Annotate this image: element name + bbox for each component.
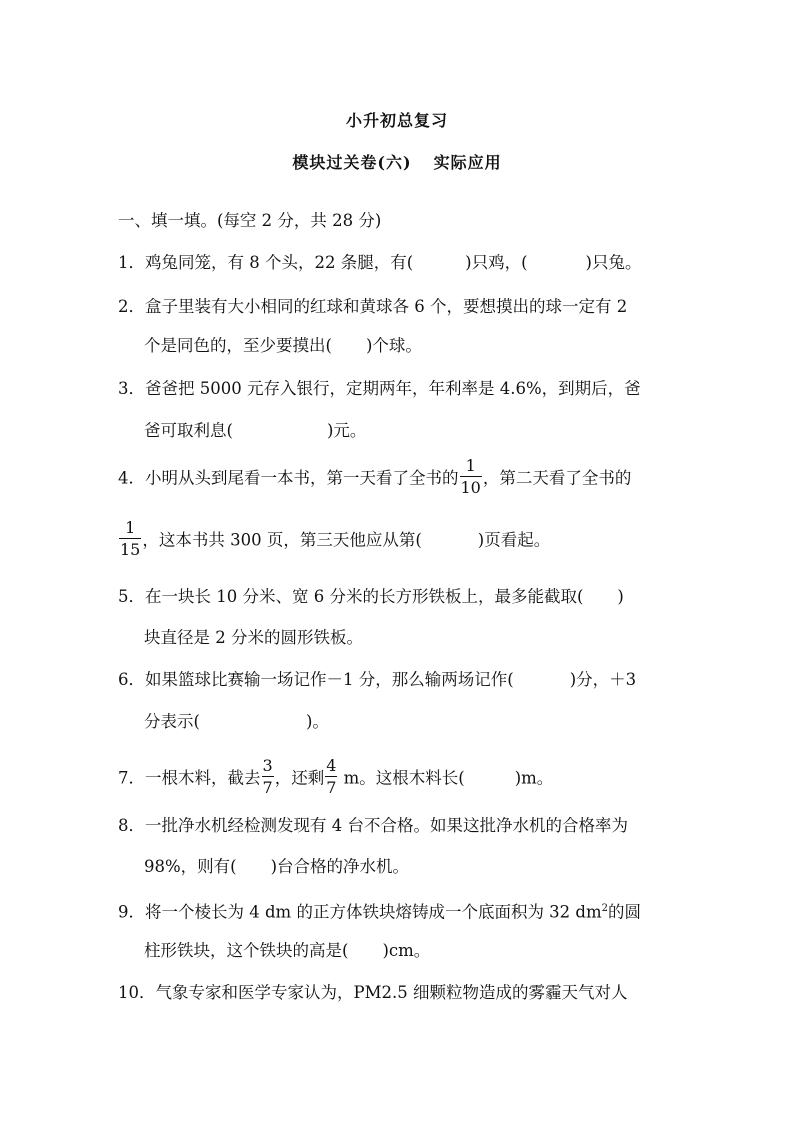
question-9-cont: 柱形铁块，这个铁块的高是( )cm。 [144,941,431,960]
fraction: $\frac{3}{7}$ [262,756,273,797]
question-4: 4．小明从头到尾看一本书，第一天看了全书的 $\frac{1}{10}$ ，第二天看了全书的 [118,456,632,497]
question-3-cont: 爸可取利息( )元。 [144,421,367,440]
subtitle-module: 模块过关卷(六) [292,153,412,172]
question-2: 2．盒子里装有大小相同的红球和黄球各 6 个，要想摸出的球一定有 2 [118,297,628,316]
fraction: $\frac{1}{15}$ [120,518,141,559]
question-7: 7．一根木料，截去 $\frac{3}{7}$ ，还剩 $\frac{4}{7}$ m。这根木料长( )m。 [118,756,554,797]
fraction: $\frac{1}{10}$ [460,456,481,497]
question-1: 1．鸡兔同笼，有 8 个头，22 条腿，有( )只鸡，( )只兔。 [118,253,642,272]
question-4-cont: $\frac{1}{15}$ ，这本书共 300 页，第三天他应从第( )页看起。 [120,518,551,559]
question-8: 8．一批净水机经检测发现有 4 台不合格。如果这批净水机的合格率为 [118,816,628,835]
question-5: 5．在一块长 10 分米、宽 6 分米的长方形铁板上，最多能截取( ) [118,587,624,606]
page-subtitle [0,150,794,173]
question-5-cont: 块直径是 2 分米的圆形铁板。 [144,628,363,647]
question-6-cont: 分表示( )。 [144,712,329,731]
section-heading: 一、填一填。(每空 2 分，共 28 分) [118,211,382,230]
question-10: 10．气象专家和医学专家认为，PM2.5 细颗粒物造成的雾霾天气对人 [118,983,628,1002]
question-2-cont: 个是同色的，至少要摸出( )个球。 [144,336,422,355]
fraction: $\frac{4}{7}$ [326,756,337,797]
page-title: 小升初总复习 [345,111,448,130]
question-9: 9．将一个棱长为 4 dm 的正方体铁块熔铸成一个底面积为 32 $dm^2$的圆 [118,902,642,922]
subtitle-topic: 实际应用 [433,153,502,172]
question-6: 6．如果篮球比赛输一场记作－1 分，那么输两场记作( )分，＋3 [118,670,637,689]
question-3: 3．爸爸把 5000 元存入银行，定期两年，年利率是 4.6%，到期后，爸 [118,379,641,398]
question-8-cont: 98%，则有( )台合格的净水机。 [144,857,410,876]
